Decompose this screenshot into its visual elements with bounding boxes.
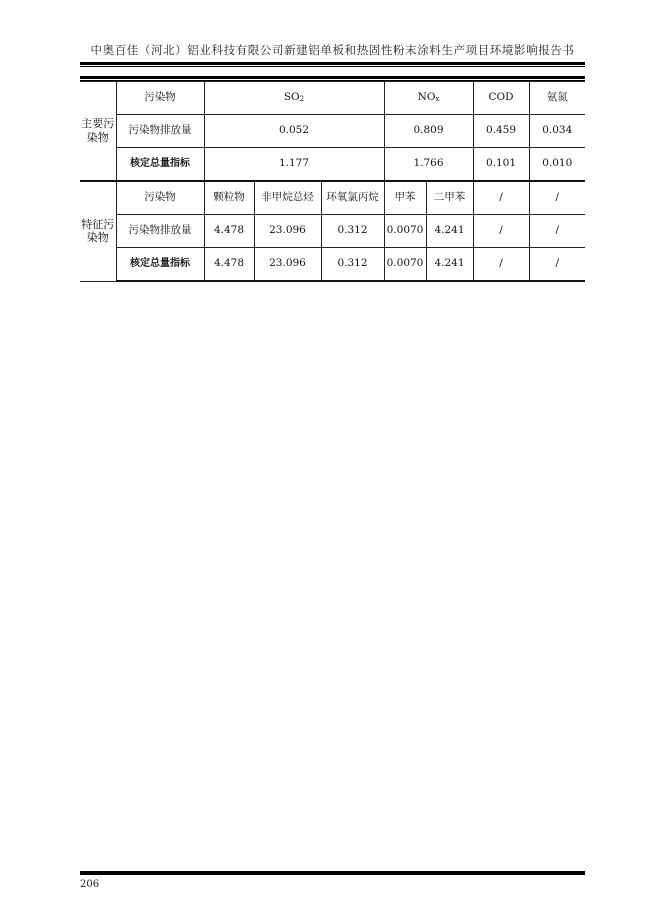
main-quota-so2: 1.177 <box>204 148 384 182</box>
main-emission-cod: 0.459 <box>473 115 529 148</box>
char-quota-cell: 4.478 <box>204 248 254 282</box>
char-header-cell: 环氧氯丙烷 <box>321 181 384 215</box>
table-row <box>80 215 585 248</box>
main-quota-ammonia: 0.010 <box>529 148 585 182</box>
char-emission-cell: / <box>473 215 529 248</box>
cod-header: COD <box>473 82 529 115</box>
char-emission-cell: 4.241 <box>426 215 473 248</box>
char-emission-cell: 4.478 <box>204 215 254 248</box>
char-header-cell: 甲苯 <box>384 181 426 215</box>
table-top-rule-thick <box>80 76 585 79</box>
header-rule-thick <box>80 62 585 65</box>
char-header-cell: 颗粒物 <box>204 181 254 215</box>
char-emission-cell: / <box>529 215 585 248</box>
table-row <box>80 148 585 182</box>
char-header-cell: / <box>473 181 529 215</box>
char-quota-cell: 23.096 <box>254 248 321 282</box>
main-emission-nox: 0.809 <box>384 115 473 148</box>
main-quota-nox: 1.766 <box>384 148 473 182</box>
char-emission-cell: 0.312 <box>321 215 384 248</box>
char-header-cell: 非甲烷总烃 <box>254 181 321 215</box>
table-row <box>80 248 585 282</box>
table-row <box>80 115 585 148</box>
main-pollutant-group-label: 主要污染物 <box>80 82 116 182</box>
char-header-cell: / <box>529 181 585 215</box>
main-pollutant-header: 污染物 <box>116 82 204 115</box>
char-pollutant-header: 污染物 <box>116 181 204 215</box>
ammonia-header: 氨氮 <box>529 82 585 115</box>
so2-header: $SO_2$ <box>204 82 384 115</box>
char-quota-cell: 4.241 <box>426 248 473 282</box>
main-emission-so2: 0.052 <box>204 115 384 148</box>
page-number: 206 <box>80 879 100 890</box>
char-quota-label: 核定总量指标 <box>116 248 204 282</box>
char-quota-cell: 0.312 <box>321 248 384 282</box>
table-row <box>80 82 585 115</box>
char-pollutant-group-label: 特征污染物 <box>80 181 116 281</box>
char-emission-cell: 23.096 <box>254 215 321 248</box>
footer-rule <box>80 871 585 875</box>
table-row <box>80 181 585 215</box>
main-emission-label: 污染物排放量 <box>116 115 204 148</box>
char-quota-cell: 0.0070 <box>384 248 426 282</box>
main-emission-ammonia: 0.034 <box>529 115 585 148</box>
char-emission-label: 污染物排放量 <box>116 215 204 248</box>
char-quota-cell: / <box>529 248 585 282</box>
char-header-cell: 二甲苯 <box>426 181 473 215</box>
pollutant-total-table <box>80 81 585 282</box>
document-header: 中奥百佳（河北）铝业科技有限公司新建铝单板和热固性粉末涂料生产项目环境影响报告书 <box>90 43 575 57</box>
header-rule-thin <box>80 66 585 67</box>
char-quota-cell: / <box>473 248 529 282</box>
main-quota-label: 核定总量指标 <box>116 148 204 182</box>
main-quota-cod: 0.101 <box>473 148 529 182</box>
char-emission-cell: 0.0070 <box>384 215 426 248</box>
nox-header: $NO_x$ <box>384 82 473 115</box>
